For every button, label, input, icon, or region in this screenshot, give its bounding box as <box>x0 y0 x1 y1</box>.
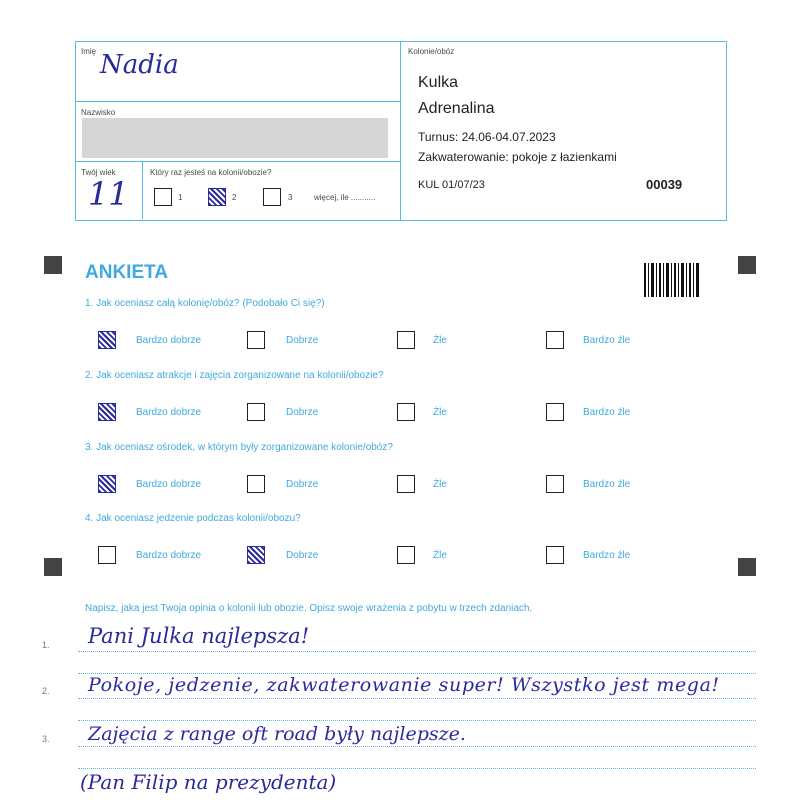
writing-line <box>78 651 756 652</box>
q3-checkbox-4[interactable] <box>546 475 564 493</box>
opinion-line-4[interactable]: (Pan Filip na prezydenta) <box>80 770 337 794</box>
line-number-3: 3. <box>42 734 50 744</box>
ktory-checkbox-2[interactable] <box>208 188 226 206</box>
q1-checkbox-2[interactable] <box>247 331 265 349</box>
kolonie-label: Kolonie/obóz <box>408 47 455 56</box>
line-number-1: 1. <box>42 640 50 650</box>
q4-checkbox-1[interactable] <box>98 546 116 564</box>
corner-marker <box>44 256 62 274</box>
wiek-label: Twój wiek <box>81 168 116 177</box>
q1-option-label: Źle <box>433 335 447 346</box>
line-number-2: 2. <box>42 686 50 696</box>
corner-marker <box>44 558 62 576</box>
writing-line <box>78 746 756 747</box>
q4-checkbox-3[interactable] <box>397 546 415 564</box>
q4-checkbox-4[interactable] <box>546 546 564 564</box>
q3-checkbox-1[interactable] <box>98 475 116 493</box>
q3-option-label: Bardzo źle <box>583 479 631 490</box>
q1-checkbox-3[interactable] <box>397 331 415 349</box>
writing-line <box>78 768 756 769</box>
q4-option-label: Źle <box>433 550 447 561</box>
barcode <box>644 263 700 297</box>
form-number: 00039 <box>646 177 683 192</box>
ktory-checkbox-3[interactable] <box>263 188 281 206</box>
q2-checkbox-2[interactable] <box>247 403 265 421</box>
nazwisko-label: Nazwisko <box>81 108 116 117</box>
writing-line <box>78 698 756 699</box>
kolonie-code: KUL 01/07/23 <box>418 179 485 191</box>
q4-option-label: Bardzo dobrze <box>136 550 202 561</box>
ktory-option-3: 3 <box>288 193 293 202</box>
imie-value[interactable]: Nadia <box>100 50 179 80</box>
q1-checkbox-4[interactable] <box>546 331 564 349</box>
question-4: 4. Jak oceniasz jedzenie podczas kolonii/obozu? <box>85 513 301 524</box>
question-3: 3. Jak oceniasz ośrodek, w którym były zorganizowane kolonie/obóz? <box>85 442 393 453</box>
q2-checkbox-1[interactable] <box>98 403 116 421</box>
imie-divider <box>75 101 400 102</box>
writing-line <box>78 720 756 721</box>
q3-option-label: Bardzo dobrze <box>136 479 202 490</box>
q2-checkbox-3[interactable] <box>397 403 415 421</box>
q1-option-label: Bardzo źle <box>583 335 631 346</box>
q1-checkbox-1[interactable] <box>98 331 116 349</box>
q2-option-label: Źle <box>433 407 447 418</box>
wiek-value[interactable]: 11 <box>88 175 129 213</box>
q3-checkbox-3[interactable] <box>397 475 415 493</box>
survey-title: ANKIETA <box>85 262 169 283</box>
q2-checkbox-4[interactable] <box>546 403 564 421</box>
turnus: Turnus: 24.06-04.07.2023 <box>418 130 556 144</box>
question-1: 1. Jak oceniasz całą kolonię/obóz? (Podobało Ci się?) <box>85 298 325 309</box>
ktory-option-1: 1 <box>178 193 183 202</box>
ktory-label: Który raz jesteś na kolonii/obozie? <box>150 168 272 177</box>
opinion-line-1[interactable]: Pani Julka najlepsza! <box>88 624 310 648</box>
q3-checkbox-2[interactable] <box>247 475 265 493</box>
kolonie-name-2: Adrenalina <box>418 100 495 117</box>
zakwaterowanie: Zakwaterowanie: pokoje z łazienkami <box>418 150 617 164</box>
header-divider <box>400 41 401 220</box>
q3-option-label: Źle <box>433 479 447 490</box>
wiek-divider <box>142 161 143 219</box>
ktory-option-2: 2 <box>232 193 237 202</box>
corner-marker <box>738 558 756 576</box>
redacted-surname <box>82 118 388 158</box>
q2-option-label: Bardzo źle <box>583 407 631 418</box>
question-2: 2. Jak oceniasz atrakcje i zajęcia zorganizowane na kolonii/obozie? <box>85 370 384 381</box>
opinion-prompt: Napisz, jaka jest Twoja opinia o kolonii lub obozie. Opisz swoje wrażenia z pobytu w trzech zdaniach. <box>85 603 533 614</box>
q4-option-label: Bardzo źle <box>583 550 631 561</box>
q2-option-label: Bardzo dobrze <box>136 407 202 418</box>
ktory-option-more: więcej, ile ........... <box>314 193 376 202</box>
q1-option-label: Dobrze <box>286 335 319 346</box>
q2-option-label: Dobrze <box>286 407 319 418</box>
opinion-line-2[interactable]: Pokoje, jedzenie, zakwaterowanie super! Wszystko jest mega! <box>88 674 720 696</box>
q3-option-label: Dobrze <box>286 479 319 490</box>
q1-option-label: Bardzo dobrze <box>136 335 202 346</box>
opinion-line-3[interactable]: Zajęcia z range oft road były najlepsze. <box>88 723 466 745</box>
nazwisko-divider <box>75 161 400 162</box>
kolonie-name-1: Kulka <box>418 74 459 91</box>
ktory-checkbox-1[interactable] <box>154 188 172 206</box>
q4-checkbox-2[interactable] <box>247 546 265 564</box>
corner-marker <box>738 256 756 274</box>
imie-label: Imię <box>81 47 97 56</box>
q4-option-label: Dobrze <box>286 550 319 561</box>
